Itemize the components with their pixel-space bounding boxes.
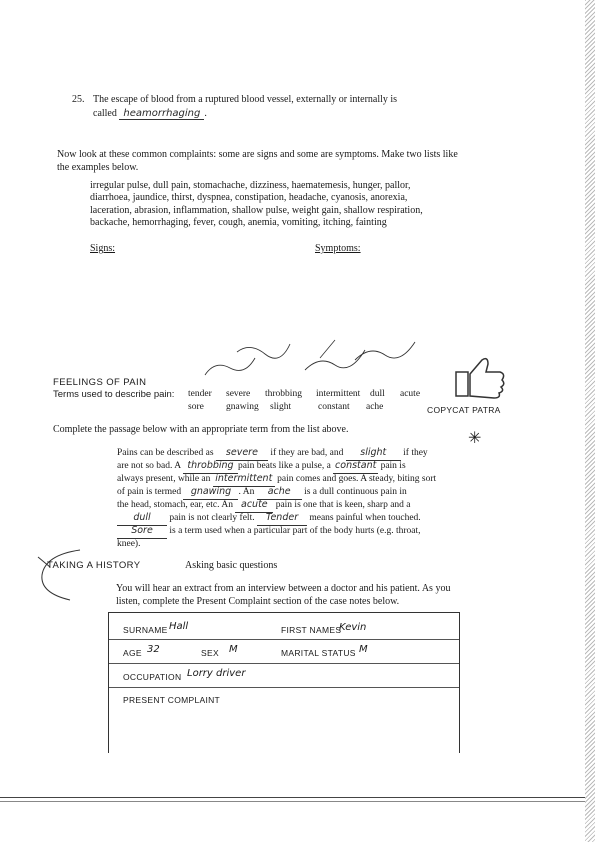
passage-text: of pain is termed: [117, 487, 182, 497]
question-25-suffix: .: [204, 108, 207, 119]
passage-text: means painful when touched.: [309, 513, 421, 523]
complaints-line: irregular pulse, dull pain, stomachache, dizziness, haematemesis, hunger, pallor,: [90, 180, 411, 191]
term: throbbing: [265, 389, 302, 399]
sex-value: M: [229, 644, 238, 655]
answer-blank: ache: [257, 486, 302, 500]
complaints-list: [90, 180, 423, 230]
case-row-age: [109, 639, 459, 664]
term: tender: [188, 389, 212, 399]
surname-value: Hall: [169, 621, 189, 632]
term: severe: [226, 389, 251, 399]
passage-text: Pains can be described as: [117, 448, 214, 458]
sex-label: SEX: [201, 648, 219, 658]
surname-label: SURNAME: [123, 625, 168, 635]
case-notes-form: [108, 612, 460, 753]
passage-line-3: [117, 473, 457, 487]
passage-line-2: [117, 460, 452, 474]
passage-text: pain is: [380, 461, 406, 471]
intro-line-1: Now look at these common complaints: some are signs and some are symptoms. Make two lists like: [57, 149, 458, 160]
question-25-answer: heamorrhaging: [119, 108, 204, 120]
passage-text: is a term used when a particular part of the body hurts (e.g. throat,: [169, 526, 421, 536]
answer-blank: severe: [216, 447, 268, 461]
copycat-logo-text: COPYCAT PATRA: [427, 405, 501, 415]
feelings-heading: FEELINGS OF PAIN: [53, 377, 147, 388]
bottom-rule: [0, 797, 585, 798]
complaints-line: laceration, abrasion, inflammation, shallow pulse, weight gain, shallow respiration,: [90, 204, 423, 216]
handwritten-bracket: [30, 545, 90, 605]
passage-text: if they: [403, 448, 428, 458]
question-25-number: 25.: [72, 94, 85, 105]
passage-text: . An: [238, 487, 255, 497]
marital-status-label: MARITAL STATUS: [281, 648, 356, 658]
first-names-value: Kevin: [339, 622, 367, 633]
passage-text: pain is not clearly felt.: [169, 513, 255, 523]
case-row-names: [109, 613, 459, 640]
passage-line-8: knee).: [117, 539, 141, 549]
term: constant: [318, 402, 350, 412]
passage-text: are not so bad. A: [117, 461, 181, 471]
passage-text: always present, while an: [117, 474, 211, 484]
signs-heading: Signs:: [90, 243, 116, 254]
question-25-line2: [93, 108, 207, 119]
bottom-rule-2: [0, 801, 585, 802]
passage-text: the head, stomach, ear, etc. An: [117, 500, 233, 510]
term: sore: [188, 402, 204, 412]
complaints-line: backache, hemorrhaging, fever, cough, anemia, vomiting, itching, fainting: [90, 217, 387, 229]
asterisk-mark: ✳: [468, 430, 482, 447]
answer-blank: slight: [346, 447, 401, 461]
age-value: 32: [147, 644, 160, 655]
handwritten-scribbles: [195, 330, 425, 390]
passage-line-1: [117, 447, 452, 461]
term: slight: [270, 402, 292, 412]
term: intermittent: [316, 389, 361, 399]
marital-status-value: M: [359, 644, 368, 655]
case-row-occupation: [109, 663, 459, 688]
history-instructions: [116, 582, 450, 608]
history-line-1: You will hear an extract from an interview between a doctor and his patient. As you: [116, 583, 451, 594]
answer-blank: dull: [117, 512, 167, 526]
question-25-prefix: called: [93, 108, 117, 119]
term: ache: [366, 402, 384, 412]
answer-blank: constant: [333, 460, 378, 474]
passage-text: is a dull continuous pain in: [304, 487, 407, 497]
terms-label: Terms used to describe pain:: [53, 389, 175, 400]
passage-text: pain beats like a pulse, a: [237, 461, 331, 471]
passage-line-6: [117, 512, 457, 526]
passage-text: pain comes and goes. A steady, biting sort: [277, 474, 437, 484]
history-subheading: Asking basic questions: [185, 560, 278, 571]
case-row-present-complaint: [109, 687, 459, 753]
term: acute: [400, 389, 421, 399]
present-complaint-label: PRESENT COMPLAINT: [123, 695, 221, 705]
symptoms-heading: Symptoms:: [315, 243, 361, 254]
passage-line-7: [117, 525, 457, 539]
age-label: AGE: [123, 648, 142, 658]
term: gnawing: [226, 402, 259, 412]
intro-text: [57, 148, 458, 174]
answer-blank: gnawing: [183, 486, 238, 500]
question-25-line1: The escape of blood from a ruptured blood vessel, externally or internally is: [93, 94, 398, 105]
occupation-label: OCCUPATION: [123, 672, 182, 682]
thumbs-up-icon: [448, 352, 508, 402]
complaints-line: diarrhoea, jaundice, thirst, dyspnea, constipation, headache, cyanosis, anorexia,: [90, 192, 408, 204]
scan-edge-texture: [585, 0, 595, 842]
history-heading: TAKING A HISTORY: [47, 560, 141, 571]
occupation-value: Lorry driver: [187, 668, 246, 679]
answer-blank: throbbing: [183, 460, 238, 474]
passage-line-4: [117, 486, 457, 500]
intro-line-2: the examples below.: [57, 162, 139, 173]
passage-text: if they are bad, and: [270, 448, 344, 458]
term: dull: [370, 389, 385, 399]
passage-line-5: [117, 499, 457, 513]
answer-blank: Tender: [257, 512, 307, 526]
complete-instruction: Complete the passage below with an appropriate term from the list above.: [53, 424, 349, 435]
first-names-label: FIRST NAMES: [281, 625, 342, 635]
history-line-2: listen, complete the Present Complaint section of the case notes below.: [116, 596, 400, 607]
answer-blank: intermittent: [213, 473, 275, 487]
answer-blank: Sore: [117, 525, 167, 539]
passage-text: pain is one that is keen, sharp and a: [275, 500, 411, 510]
answer-blank: acute: [235, 499, 273, 513]
